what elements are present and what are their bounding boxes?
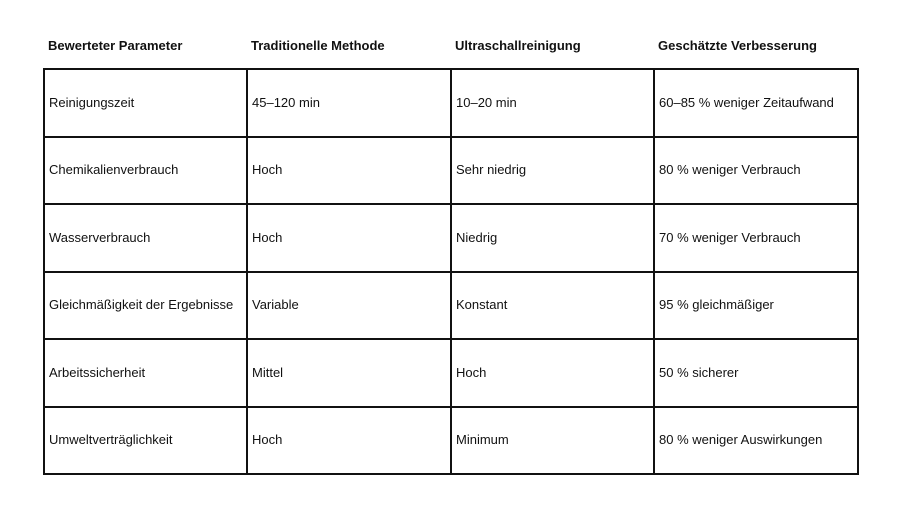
cell-traditional: Mittel bbox=[247, 339, 451, 407]
table-row bbox=[44, 339, 858, 407]
cell-ultrasonic: Hoch bbox=[451, 339, 654, 407]
cell-parameter: Arbeitssicherheit bbox=[44, 339, 247, 407]
cell-improvement: 70 % weniger Verbrauch bbox=[654, 204, 858, 272]
table-row bbox=[44, 407, 858, 475]
cell-traditional: Hoch bbox=[247, 407, 451, 475]
cell-improvement: 60–85 % weniger Zeitaufwand bbox=[654, 69, 858, 137]
cell-improvement: 95 % gleichmäßiger bbox=[654, 272, 858, 340]
cell-traditional: Hoch bbox=[247, 204, 451, 272]
cell-parameter: Umweltverträglichkeit bbox=[44, 407, 247, 475]
cell-improvement: 50 % sicherer bbox=[654, 339, 858, 407]
header-estimated-improvement: Geschätzte Verbesserung bbox=[658, 38, 817, 53]
cell-parameter: Reinigungszeit bbox=[44, 69, 247, 137]
header-ultrasonic-cleaning: Ultraschallreinigung bbox=[455, 38, 581, 53]
table-header-row bbox=[43, 37, 857, 55]
header-parameter: Bewerteter Parameter bbox=[48, 38, 183, 53]
cell-traditional: Hoch bbox=[247, 137, 451, 205]
cell-ultrasonic: Minimum bbox=[451, 407, 654, 475]
comparison-table bbox=[43, 68, 857, 473]
header-traditional-method: Traditionelle Methode bbox=[251, 38, 385, 53]
cell-ultrasonic: 10–20 min bbox=[451, 69, 654, 137]
cell-ultrasonic: Sehr niedrig bbox=[451, 137, 654, 205]
table-row bbox=[44, 69, 858, 137]
cell-improvement: 80 % weniger Auswirkungen bbox=[654, 407, 858, 475]
cell-traditional: 45–120 min bbox=[247, 69, 451, 137]
cell-ultrasonic: Konstant bbox=[451, 272, 654, 340]
table-row bbox=[44, 137, 858, 205]
cell-ultrasonic: Niedrig bbox=[451, 204, 654, 272]
table-row bbox=[44, 204, 858, 272]
cell-parameter: Chemikalienverbrauch bbox=[44, 137, 247, 205]
cell-parameter: Wasserverbrauch bbox=[44, 204, 247, 272]
cell-parameter: Gleichmäßigkeit der Ergebnisse bbox=[44, 272, 247, 340]
cell-traditional: Variable bbox=[247, 272, 451, 340]
table-row bbox=[44, 272, 858, 340]
cell-improvement: 80 % weniger Verbrauch bbox=[654, 137, 858, 205]
